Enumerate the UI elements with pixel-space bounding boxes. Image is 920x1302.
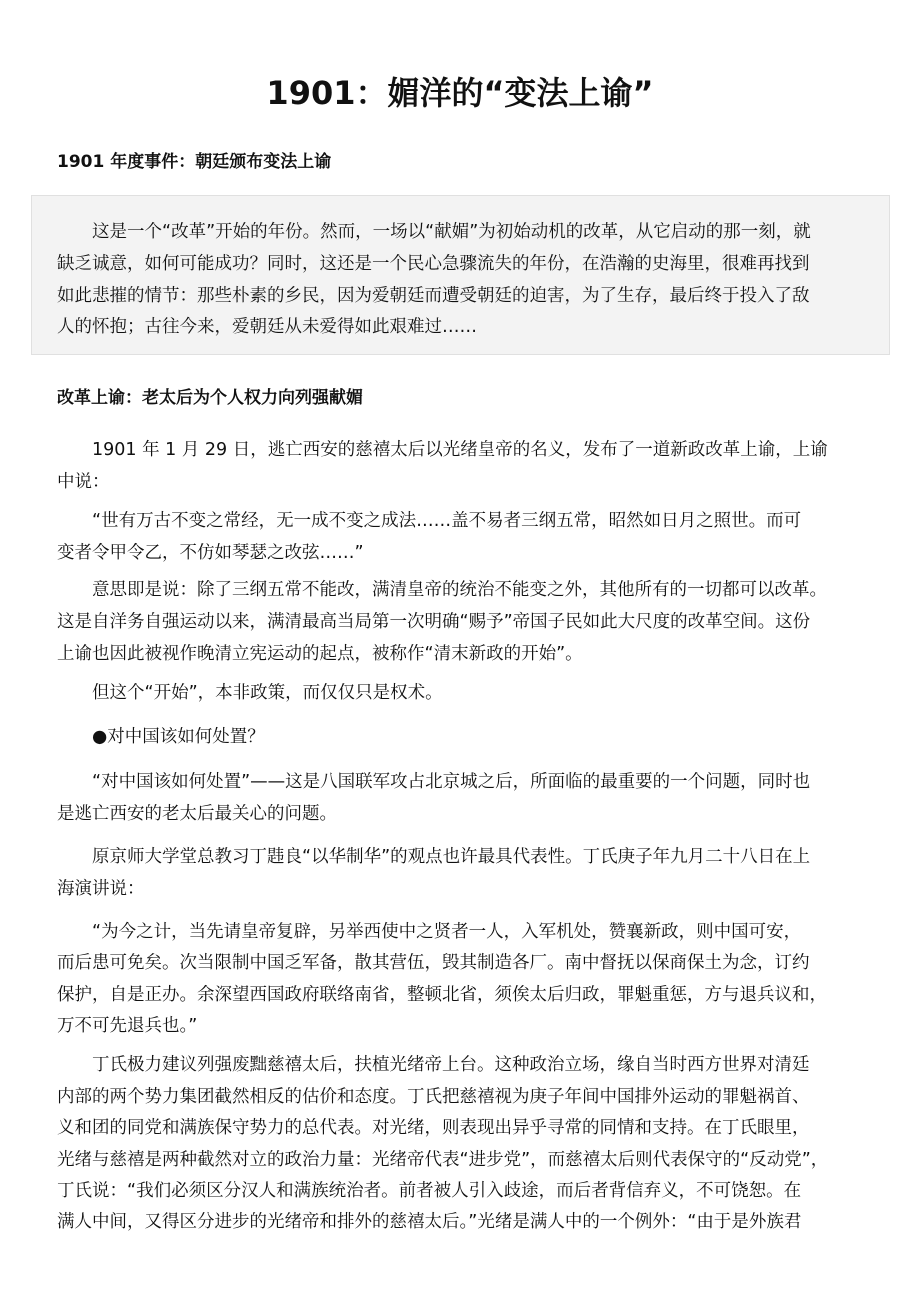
body-line: “对中国该如何处置”——这是八国联军攻占北京城之后，所面临的最重要的一个问题，同时也 [57, 772, 811, 792]
body-line: 丁氏说：“我们必须区分汉人和满族统治者。前者被人引入歧途，而后者背信弃义，不可饶恕。在 [57, 1181, 802, 1201]
summary-line: 人的怀抱；古往今来，爱朝廷从未爱得如此艰难过…… [57, 317, 477, 337]
body-line: 原京师大学堂总教习丁韪良“以华制华”的观点也许最具代表性。丁氏庚子年九月二十八日在上 [57, 847, 811, 867]
body-line: 满人中间，又得区分进步的光绪帝和排外的慈禧太后。”光绪是满人中的一个例外：“由于是外族君 [57, 1212, 802, 1232]
body-line: 变者令甲令乙，不仿如琴瑟之改弦……” [57, 543, 364, 563]
summary-line: 如此悲摧的情节：那些朴素的乡民，因为爱朝廷而遭受朝廷的迫害，为了生存，最后终于投入了敌 [57, 286, 810, 306]
body-line: 光绪与慈禧是两种截然对立的政治力量：光绪帝代表“进步党”，而慈禧太后则代表保守的“反动党”， [57, 1150, 829, 1170]
body-line: 内部的两个势力集团截然相反的估价和态度。丁氏把慈禧视为庚子年间中国排外运动的罪魁祸首、 [57, 1087, 810, 1107]
body-line: 1901 年 1 月 29 日，逃亡西安的慈禧太后以光绪皇帝的名义，发布了一道新政改革上谕，上谕 [57, 440, 828, 460]
body-line: 海演讲说： [57, 879, 145, 899]
body-line: 而后患可免矣。次当限制中国乏军备，散其营伍，毁其制造各厂。南中督抚以保商保土为念，订约 [57, 953, 810, 973]
body-line: 是逃亡西安的老太后最关心的问题。 [57, 804, 337, 824]
body-line: 丁氏极力建议列强废黜慈禧太后，扶植光绪帝上台。这种政治立场，缘自当时西方世界对清廷 [57, 1055, 810, 1075]
body-line: 中说： [57, 472, 110, 492]
section-heading-year-event: 1901 年度事件：朝廷颁布变法上谕 [57, 152, 332, 172]
body-line: 意思即是说：除了三纲五常不能改，满清皇帝的统治不能变之外，其他所有的一切都可以改革。 [57, 580, 827, 600]
body-line: 但这个“开始”，本非政策，而仅仅只是权术。 [57, 683, 443, 703]
summary-line: 这是一个“改革”开始的年份。然而，一场以“献媚”为初始动机的改革，从它启动的那一刻，就 [57, 222, 811, 242]
body-line: 这是自洋务自强运动以来，满清最高当局第一次明确“赐予”帝国子民如此大尺度的改革空间。这份 [57, 612, 811, 632]
page-title: 1901：媚洋的“变法上谕” [266, 74, 654, 112]
body-line: 万不可先退兵也。” [57, 1016, 198, 1036]
body-line: 义和团的同党和满族保守势力的总代表。对光绪，则表现出异乎寻常的同情和支持。在丁氏眼里， [57, 1118, 810, 1138]
summary-line: 缺乏诚意，如何可能成功？同时，这还是一个民心急骤流失的年份，在浩瀚的史海里，很难再找到 [57, 254, 810, 274]
body-line: 上谕也因此被视作晚清立宪运动的起点，被称作“清末新政的开始”。 [57, 644, 583, 664]
section-heading-reform-edict: 改革上谕：老太后为个人权力向列强献媚 [57, 388, 363, 408]
body-line: 保护，自是正办。余深望西国政府联络南省，整顿北省，须俟太后归政，罪魁重惩，方与退兵议和， [57, 985, 827, 1005]
body-line: ●对中国该如何处置？ [57, 727, 265, 747]
body-line: “世有万古不变之常经，无一成不变之成法……盖不易者三纲五常，昭然如日月之照世。而可 [57, 511, 802, 531]
body-line: “为今之计，当先请皇帝复辟，另举西使中之贤者一人，入军机处，赞襄新政，则中国可安， [57, 922, 802, 942]
